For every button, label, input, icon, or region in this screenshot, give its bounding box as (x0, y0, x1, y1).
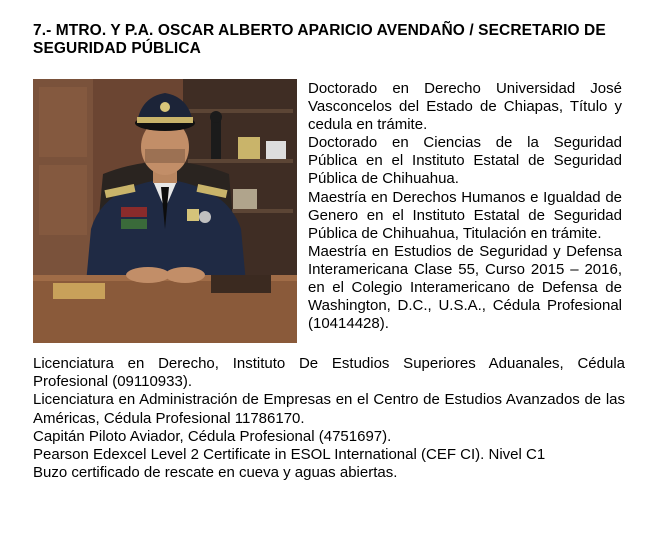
credential-item: Doctorado en Ciencias de la Seguridad Pública en el Instituto Estatal de Seguridad Pública de Chihuahua. (308, 134, 622, 188)
credential-item: Maestría en Derechos Humanos e Igualdad de Genero en el Instituto Estatal de Seguridad Pública de Chihuahua, Titulación en trámite. (308, 188, 622, 242)
credential-item: Licenciatura en Derecho, Instituto De Estudios Superiores Aduanales, Cédula Profesional (09110933). (33, 355, 625, 391)
portrait-illustration (33, 79, 297, 343)
credentials-full-width (33, 355, 625, 482)
credentials-side-column (308, 80, 622, 333)
credential-item: Capitán Piloto Aviador, Cédula Profesional (4751697). (33, 427, 392, 445)
page-title: 7.- MTRO. Y P.A. OSCAR ALBERTO APARICIO AVENDAÑO / SECRETARIO DE SEGURIDAD PÚBLICA (33, 22, 606, 57)
official-portrait-photo (33, 79, 297, 343)
credential-item: Doctorado en Derecho Universidad José Vasconcelos del Estado de Chiapas, Título y cedula en trámite. (308, 80, 622, 134)
credential-item: Licenciatura en Administración de Empresas en el Centro de Estudios Avanzados de las Américas, Cédula Profesional 11786170. (33, 391, 625, 427)
credential-item: Pearson Edexcel Level 2 Certificate in ESOL International (CEF CI). Nivel C1 (33, 446, 546, 464)
credential-item: Maestría en Estudios de Seguridad y Defensa Interamericana Clase 55, Curso 2015 – 2016, en el Colegio Interamericano de Defensa de Washington, D.C., U.S.A., Cédula Profesional (10414428). (308, 242, 622, 333)
credential-item: Buzo certificado de rescate en cueva y aguas abiertas. (33, 464, 398, 482)
